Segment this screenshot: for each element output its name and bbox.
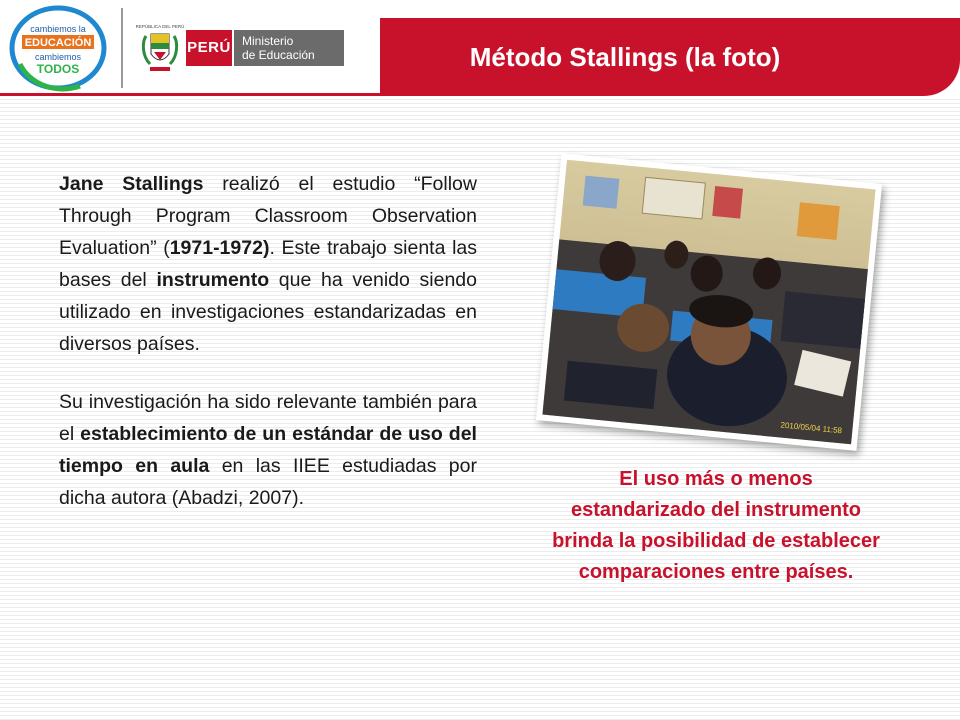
campaign-line3: cambiemos	[34, 52, 82, 62]
campaign-logo	[6, 2, 110, 92]
ministry-name-line2: de Educación	[242, 48, 315, 62]
body-text	[59, 168, 477, 514]
photo-timestamp: 2010/05/04 11:58	[780, 420, 843, 436]
slide-title: Método Stallings (la foto)	[469, 42, 781, 72]
campaign-line4: TODOS	[36, 62, 80, 76]
shield-caption: REPÚBLICA DEL PERÚ	[135, 24, 185, 29]
peru-label: PERÚ	[186, 30, 232, 66]
body-text-run: en las IIEE estudiadas por dicha autora (Abadzi, 2007).	[59, 455, 477, 509]
paragraph-1	[59, 168, 477, 360]
body-text-run: . Este trabajo sienta las bases del	[59, 237, 477, 291]
campaign-line1: cambiemos la	[30, 24, 86, 34]
ministry-name-line1: Ministerio	[242, 34, 294, 48]
ministry-name	[234, 30, 344, 66]
emphasis-text: Jane Stallings	[59, 173, 204, 195]
paragraph-2	[59, 386, 477, 514]
header-rule	[0, 93, 380, 96]
campaign-line2: EDUCACIÓN	[24, 37, 92, 49]
emphasis-text: instrumento	[156, 269, 270, 291]
body-text-run: Su investigación ha sido relevante también para el	[59, 391, 477, 445]
emphasis-text: establecimiento de un estándar de uso del tiempo en aula	[59, 423, 477, 477]
classroom-photo	[536, 153, 882, 451]
logo-divider	[121, 8, 123, 88]
coat-of-arms-icon	[135, 22, 185, 74]
caption-text: El uso más o menos estandarizado del instrumento brinda la posibilidad de establecer comparaciones entre países.	[552, 468, 880, 583]
ministry-logo	[135, 22, 344, 74]
body-text-run: que ha venido siendo utilizado en investigaciones estandarizadas en diversos países.	[59, 269, 477, 355]
emphasis-text: 1971-1972)	[169, 237, 270, 259]
body-text-run: realizó el estudio “Follow Through Program Classroom Observation Evaluation” (	[59, 173, 477, 259]
title-banner	[380, 18, 960, 96]
